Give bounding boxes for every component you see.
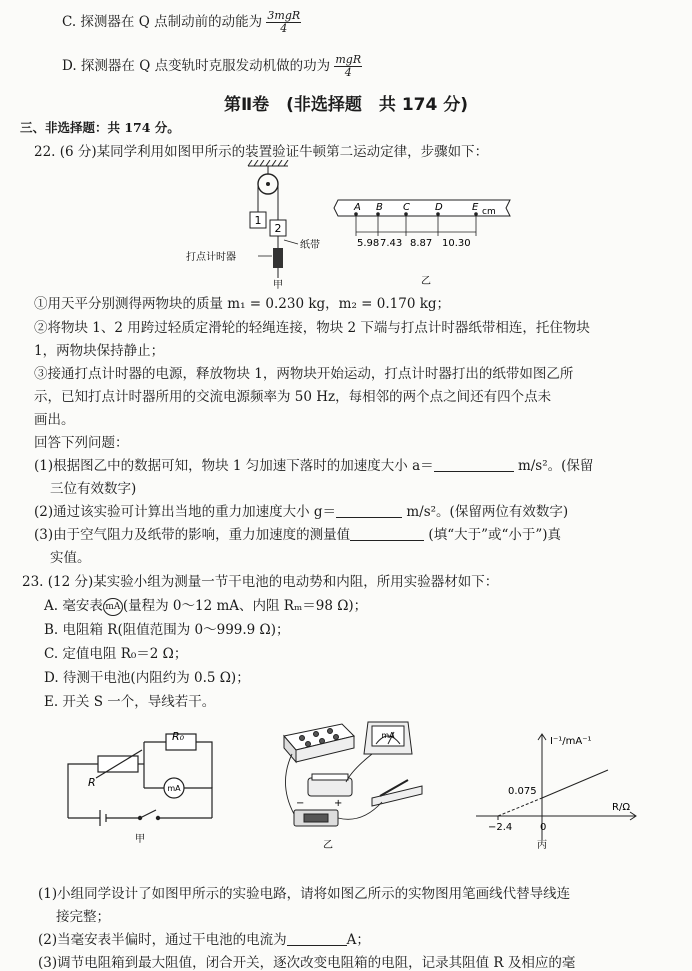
distance-cd: 8.87 (410, 238, 433, 249)
q23-sub-2 (38, 928, 370, 948)
q23-item-d: D. 待测干电池(内阻约为 0.5 Ω)； (44, 670, 250, 686)
milliammeter-icon: mA (103, 598, 123, 616)
timer-label: 打点计时器 (186, 252, 236, 263)
graph-origin: 0 (540, 822, 547, 833)
q22-sub-1-text: (1)根据图乙中的数据可知，物块 1 匀加速下落时的加速度大小 a＝ (34, 458, 434, 474)
q22-step-1: ①用天平分别测得两物块的质量 m₁ = 0.230 kg，m₂ = 0.170 kg； (34, 296, 451, 312)
circuit-caption: 甲 (135, 834, 145, 845)
q23-sub-1: (1)小组同学设计了如图甲所示的实验电路，请将如图乙所示的实物图用笔画线代替导线连 (38, 886, 571, 902)
option-c-denominator: 4 (280, 22, 288, 35)
block-1-label: 1 (254, 214, 262, 227)
q23-sub-2-text: (2)当毫安表半偏时，通过干电池的电流为 (38, 932, 287, 948)
option-c-numerator: 3mgR (267, 9, 301, 22)
q23-sub-2-unit: A； (346, 932, 370, 948)
q22-sub-2 (34, 500, 568, 520)
option-c-text: C. 探测器在 Q 点制动前的动能为 (62, 14, 263, 30)
apparatus-ma-label: mA (381, 731, 395, 740)
circuit-r-label: R (88, 776, 96, 789)
point-d: D (435, 202, 443, 213)
q23-item-a-text: A. 毫安表 (44, 598, 103, 614)
option-d (62, 54, 362, 79)
q23-apparatus-diagram (272, 714, 442, 854)
q22-step-3-cont: 示，已知打点计时器所用的交流电源频率为 50 Hz，每相邻的两个点之间还有四个点未 (34, 389, 552, 405)
battery-minus: − (296, 798, 305, 809)
q22-step-3-end: 画出。 (34, 412, 75, 428)
option-c-fraction (266, 10, 301, 35)
q23-sub-1-cont: 接完整； (56, 909, 110, 925)
q22-sub-3-text: (3)由于空气阻力及纸带的影响，重力加速度的测量值 (34, 527, 351, 543)
point-a: A (354, 202, 361, 213)
option-d-text: D. 探测器在 Q 点变轨时克服发动机做的功为 (62, 58, 331, 74)
battery-plus: + (334, 798, 343, 809)
ceiling-hatch (248, 160, 288, 174)
q22-sub-1 (34, 454, 593, 474)
q23-item-a (44, 594, 367, 616)
distance-ab: 5.98 (357, 238, 380, 249)
q23-item-e: E. 开关 S 一个，导线若干。 (44, 694, 216, 710)
circuit-ma-label: mA (167, 784, 181, 793)
q22-step-3: ③接通打点计时器的电源，释放物块 1，两物块开始运动，打点计时器打出的纸带如图乙所 (34, 366, 574, 382)
q23-item-a-spec: (量程为 0～12 mA、内阻 Rₘ＝98 Ω)； (122, 598, 368, 614)
q22-figure-a (180, 160, 330, 290)
figure-b-caption: 乙 (421, 276, 431, 287)
q22-sub-3-cont: 实值。 (50, 550, 91, 566)
distance-bc: 7.43 (380, 238, 403, 249)
figure-a-caption: 甲 (273, 280, 283, 290)
option-d-numerator: mgR (335, 53, 362, 66)
answer-blank-a[interactable] (434, 457, 514, 472)
block-2-label: 2 (274, 222, 282, 235)
q22-sub-3 (34, 523, 561, 543)
apparatus-caption: 乙 (323, 840, 333, 851)
q22-sub-2-text: (2)通过该实验可计算出当地的重力加速度大小 g＝ (34, 504, 337, 520)
q22-sub-3-hint: (填“大于”或“小于”)真 (428, 527, 562, 543)
point-b: B (376, 202, 383, 213)
q22-stem: 22. (6 分)某同学利用如图甲所示的装置验证牛顿第二运动定律，步骤如下： (34, 144, 489, 160)
graph-x-axis-label: R/Ω (612, 802, 630, 813)
q22-sub-1-cont: 三位有效数字) (50, 481, 137, 497)
distance-de: 10.30 (442, 238, 471, 249)
q22-step-2-cont: 1，两物块保持静止； (34, 343, 165, 359)
answer-blank-g[interactable] (336, 503, 402, 518)
q22-answer-intro: 回答下列问题： (34, 435, 129, 451)
q22-step-2: ②将物块 1、2 用跨过轻质定滑轮的轻绳连接，物块 2 下端与打点计时器纸带相连，托住物块 (34, 320, 590, 336)
graph-y-intercept: 0.075 (508, 786, 537, 797)
q22-sub-1-unit: m/s²。(保留 (517, 458, 594, 474)
graph-y-axis-label: I⁻¹/mA⁻¹ (550, 736, 592, 747)
answer-blank-compare[interactable] (350, 526, 424, 541)
q23-sub-3: (3)调节电阻箱到最大阻值，闭合开关，逐次改变电阻箱的电阻，记录其阻值 R 及相应的毫 (38, 955, 576, 971)
unit-label: cm (482, 207, 496, 217)
q23-stem: 23. (12 分)某实验小组为测量一节干电池的电动势和内阻，所用实验器材如下： (22, 574, 499, 590)
tape-label: 纸带 (300, 240, 320, 251)
point-e: E (472, 202, 479, 213)
option-d-fraction (334, 54, 362, 79)
q22-figure-b (330, 196, 520, 290)
q23-item-c: C. 定值电阻 R₀＝2 Ω； (44, 646, 188, 662)
answer-blank-current[interactable] (287, 931, 347, 946)
option-d-denominator: 4 (344, 66, 352, 79)
q23-item-b: B. 电阻箱 R(阻值范围为 0～999.9 Ω)； (44, 622, 290, 638)
section-title: 第Ⅱ卷 (非选择题 共 174 分) (223, 95, 469, 115)
q22-sub-2-unit: m/s²。(保留两位有效数字) (406, 504, 569, 520)
section-subtitle: 三、非选择题：共 174 分。 (20, 120, 180, 135)
graph-x-intercept: −2.4 (488, 822, 513, 833)
circuit-r0-label: R₀ (172, 730, 185, 743)
option-c (62, 10, 301, 35)
graph-caption: 丙 (537, 840, 547, 851)
timer-icon (273, 248, 283, 268)
point-c: C (403, 202, 410, 213)
q23-graph (468, 728, 648, 852)
q23-circuit-diagram (60, 728, 230, 848)
